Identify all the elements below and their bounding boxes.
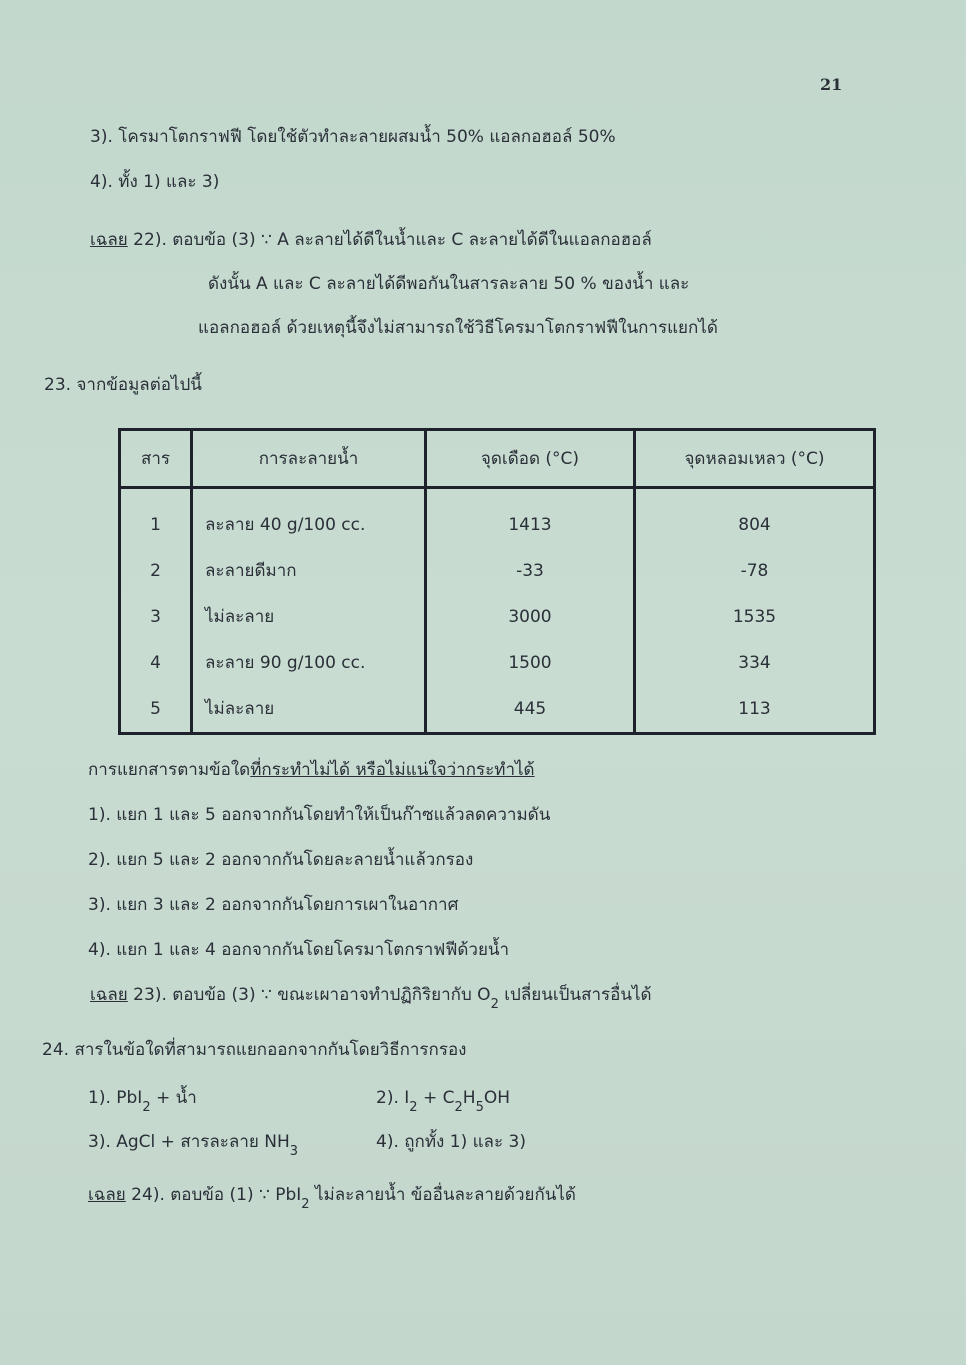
subscript: 2	[142, 1100, 151, 1115]
cell-boiling: 1500	[426, 640, 635, 686]
q24-option-3	[88, 1131, 298, 1163]
q23-option-3: 3). แยก 3 และ 2 ออกจากกันโดยการเผาในอากาศ	[88, 895, 459, 915]
formula: H	[462, 1088, 476, 1108]
cell-melting: 804	[635, 488, 875, 548]
cell-solubility: ละลาย 90 g/100 cc.	[192, 640, 426, 686]
cell-substance: 4	[150, 652, 161, 673]
table-header-row	[120, 430, 875, 488]
q23-answer	[90, 984, 652, 1016]
header-substance: สาร	[120, 430, 192, 488]
answer-label: เฉลย	[90, 230, 128, 250]
table-row	[120, 686, 875, 734]
table-row	[120, 594, 875, 640]
cell-boiling: -33	[426, 548, 635, 594]
answer-text-end: ไม่ละลายน้ำ ข้ออื่นละลายด้วยกันได้	[309, 1185, 576, 1205]
question-emphasis: ที่กระทำไม่ได้ หรือไม่แน่ใจว่ากระทำได้	[250, 760, 535, 780]
answer-label: เฉลย	[88, 1185, 126, 1205]
answer-label: เฉลย	[90, 985, 128, 1005]
subscript: 2	[490, 997, 499, 1012]
cell-substance: 2	[150, 560, 161, 581]
cell-boiling: 1413	[426, 488, 635, 548]
q23-question	[88, 759, 535, 781]
cell-boiling: 445	[426, 686, 635, 734]
cell-boiling: 3000	[426, 594, 635, 640]
cell-solubility: ละลายดีมาก	[192, 548, 426, 594]
q24-option-2	[376, 1087, 510, 1119]
answer-text: 24). ตอบข้อ (1) ∵ PbI	[125, 1185, 302, 1205]
table-row	[120, 488, 875, 548]
table-row	[120, 640, 875, 686]
q24-title: 24. สารในข้อใดที่สามารถแยกออกจากกันโดยวิธีการกรอง	[42, 1040, 467, 1060]
cell-melting: 1535	[635, 594, 875, 640]
cell-substance: 5	[150, 698, 161, 719]
q22-answer-line-2: ดังนั้น A และ C ละลายได้ดีพอกันในสารละลาย 50 % ของน้ำ และ	[208, 274, 690, 294]
q24-option-4: 4). ถูกทั้ง 1) และ 3)	[376, 1132, 526, 1152]
q23-option-4: 4). แยก 1 และ 4 ออกจากกันโดยโครมาโตกราฟฟีด้วยน้ำ	[88, 940, 510, 960]
q23-option-2: 2). แยก 5 และ 2 ออกจากกันโดยละลายน้ำแล้วกรอง	[88, 850, 474, 870]
formula: OH	[483, 1088, 511, 1108]
cell-melting: 334	[635, 640, 875, 686]
page-number: 21	[820, 75, 843, 94]
subscript: 2	[409, 1100, 418, 1115]
q24-option-1	[88, 1087, 197, 1119]
cell-melting: -78	[635, 548, 875, 594]
question-text: การแยกสารตามข้อใด	[88, 760, 251, 780]
cell-substance: 1	[150, 514, 161, 535]
header-solubility: การละลายน้ำ	[192, 430, 426, 488]
formula: 1). PbI	[88, 1088, 143, 1108]
q23-option-1: 1). แยก 1 และ 5 ออกจากกันโดยทำให้เป็นก๊าซแล้วลดความดัน	[88, 805, 551, 825]
answer-text: 22). ตอบข้อ (3) ∵ A ละลายได้ดีในน้ำและ C ละลายได้ดีในแอลกอฮอล์	[127, 230, 652, 250]
q22-option-3: 3). โครมาโตกราฟฟี โดยใช้ตัวทำละลายผสมน้ำ 50% แอลกอฮอล์ 50%	[90, 127, 616, 147]
q24-answer	[88, 1184, 576, 1216]
answer-text: 23). ตอบข้อ (3) ∵ ขณะเผาอาจทำปฏิกิริยากับ O	[127, 985, 491, 1005]
answer-text-end: เปลี่ยนเป็นสารอื่นได้	[498, 985, 652, 1005]
subscript: 2	[454, 1100, 463, 1115]
q22-option-4: 4). ทั้ง 1) และ 3)	[90, 172, 220, 192]
formula-rest: + น้ำ	[150, 1088, 197, 1108]
formula: + C	[417, 1088, 455, 1108]
substance-table	[118, 428, 876, 735]
cell-solubility: ไม่ละลาย	[192, 594, 426, 640]
cell-solubility: ไม่ละลาย	[192, 686, 426, 734]
cell-solubility: ละลาย 40 g/100 cc.	[192, 488, 426, 548]
cell-substance: 3	[150, 606, 161, 627]
q22-answer-line-3: แอลกอฮอล์ ด้วยเหตุนี้จึงไม่สามารถใช้วิธีโครมาโตกราฟฟีในการแยกได้	[198, 318, 718, 338]
q23-title: 23. จากข้อมูลต่อไปนี้	[44, 375, 202, 395]
q22-answer-line-1	[90, 229, 652, 251]
formula: 2). I	[376, 1088, 410, 1108]
subscript: 3	[289, 1144, 299, 1159]
header-melting-point: จุดหลอมเหลว (°C)	[635, 430, 875, 488]
cell-melting: 113	[635, 686, 875, 734]
header-boiling-point: จุดเดือด (°C)	[426, 430, 635, 488]
formula: 3). AgCl + สารละลาย NH	[88, 1132, 290, 1152]
subscript: 2	[301, 1197, 310, 1212]
table-row	[120, 548, 875, 594]
subscript: 5	[475, 1100, 484, 1115]
